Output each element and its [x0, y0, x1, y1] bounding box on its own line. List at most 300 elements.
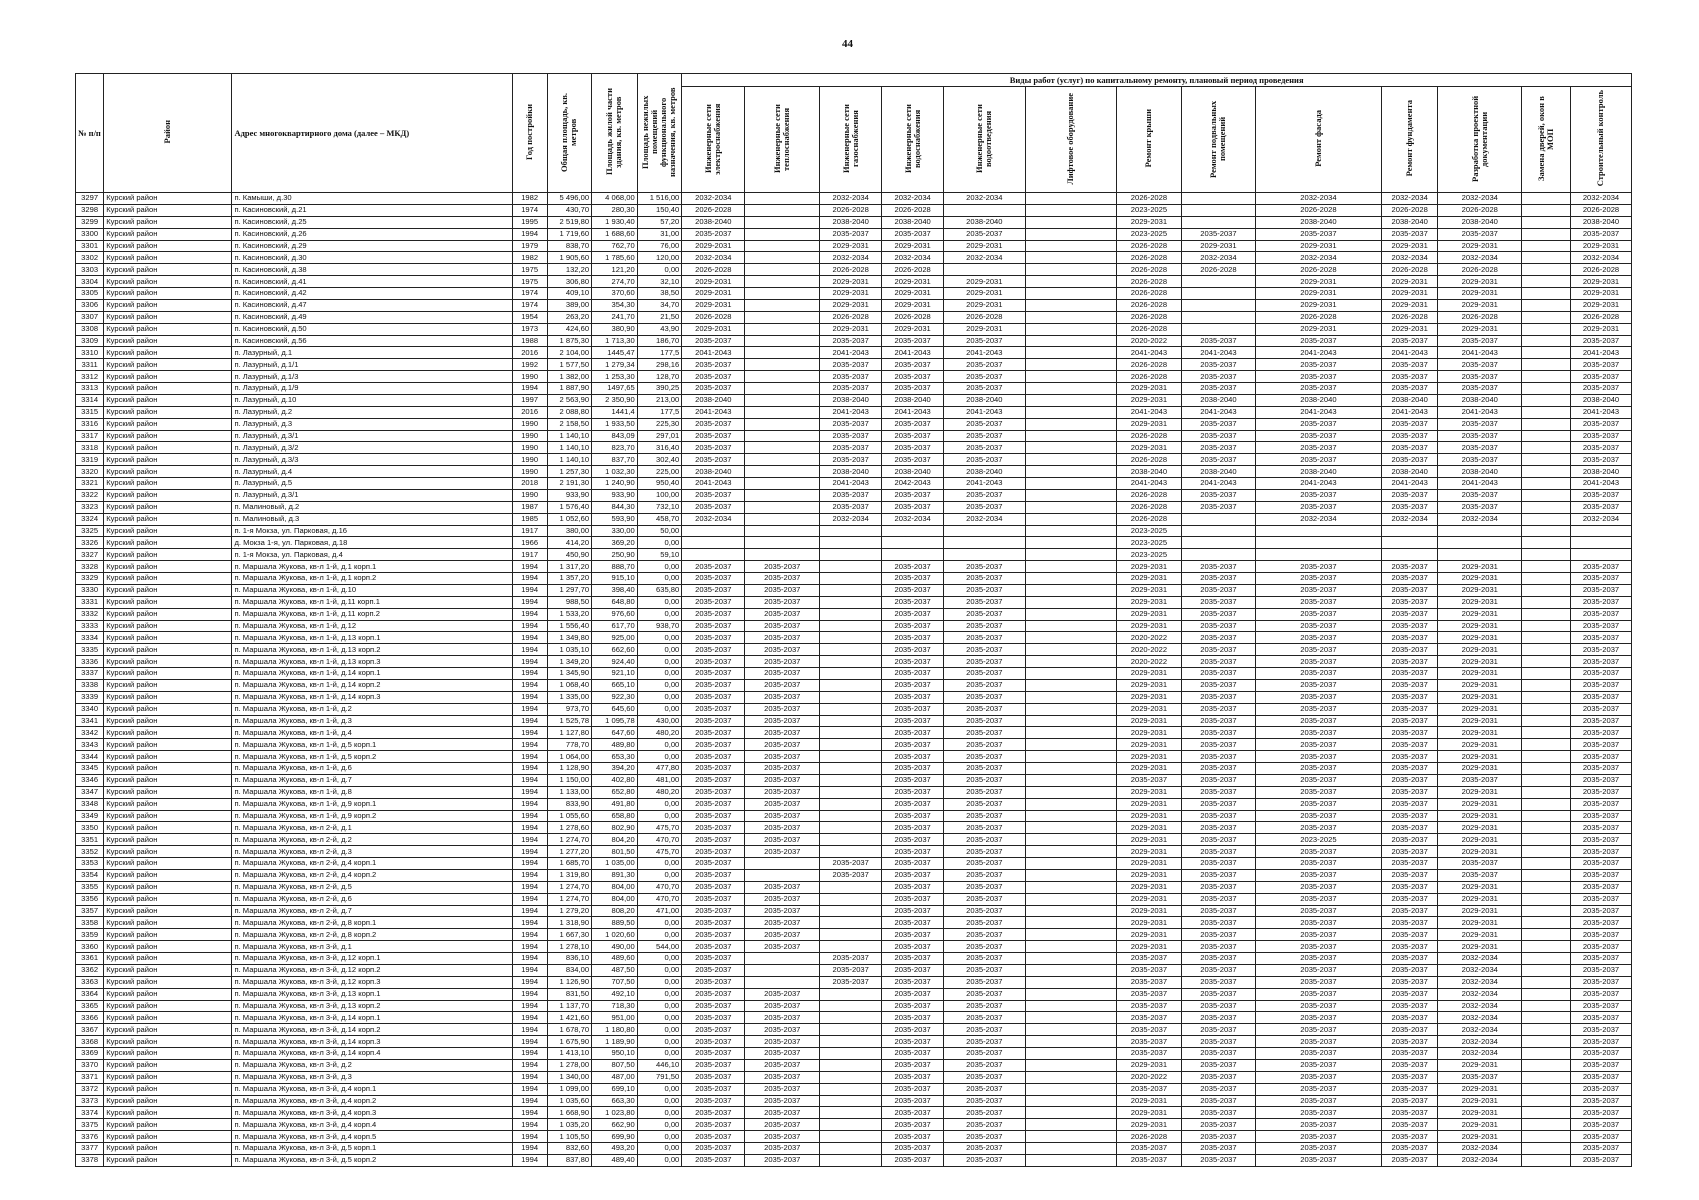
- cell-facade: 2035-2037: [1255, 573, 1381, 585]
- cell-roof: 2029-2031: [1116, 608, 1181, 620]
- cell-basement: 2035-2037: [1182, 573, 1256, 585]
- cell-basement: 2038-2040: [1182, 394, 1256, 406]
- cell-roof: 2023-2025: [1116, 525, 1181, 537]
- cell-total-area: 1 126,90: [547, 976, 592, 988]
- cell-address: п. Маршала Жукова, кв-л 3-й, д.12 корп.2: [232, 964, 512, 976]
- cell-water: 2035-2037: [882, 644, 944, 656]
- cell-heat: 2035-2037: [745, 739, 820, 751]
- cell-foundation: 2035-2037: [1381, 1012, 1438, 1024]
- cell-gas: 2029-2031: [820, 240, 882, 252]
- cell-no: 3350: [76, 822, 104, 834]
- cell-water: 2042-2043: [882, 478, 944, 490]
- cell-total-area: 1 274,70: [547, 834, 592, 846]
- cell-electro: 2035-2037: [682, 929, 745, 941]
- cell-basement: [1182, 216, 1256, 228]
- cell-heat: 2035-2037: [745, 1071, 820, 1083]
- table-row: [76, 941, 1632, 953]
- cell-year: 1994: [512, 976, 547, 988]
- cell-doors: [1522, 204, 1571, 216]
- cell-lift: [1025, 549, 1116, 561]
- cell-design: [1438, 525, 1522, 537]
- cell-doors: [1522, 703, 1571, 715]
- cell-drain: 2035-2037: [944, 941, 1025, 953]
- cell-facade: 2035-2037: [1255, 1024, 1381, 1036]
- cell-no: 3349: [76, 810, 104, 822]
- cell-no: 3334: [76, 632, 104, 644]
- cell-no: 3346: [76, 774, 104, 786]
- cell-nonres-area: 0,00: [637, 751, 682, 763]
- cell-doors: [1522, 347, 1571, 359]
- cell-roof: 2029-2031: [1116, 810, 1181, 822]
- cell-drain: 2035-2037: [944, 228, 1025, 240]
- cell-total-area: 832,60: [547, 1143, 592, 1155]
- cell-living-area: 354,30: [592, 299, 638, 311]
- table-row: [76, 1024, 1632, 1036]
- cell-heat: [745, 252, 820, 264]
- cell-gas: [820, 668, 882, 680]
- cell-foundation: 2035-2037: [1381, 620, 1438, 632]
- cell-roof: 2029-2031: [1116, 786, 1181, 798]
- cell-foundation: 2035-2037: [1381, 668, 1438, 680]
- cell-year: 2018: [512, 478, 547, 490]
- cell-foundation: 2041-2043: [1381, 406, 1438, 418]
- cell-district: Курский район: [104, 656, 232, 668]
- cell-electro: 2035-2037: [682, 501, 745, 513]
- cell-drain: 2035-2037: [944, 644, 1025, 656]
- cell-gas: 2035-2037: [820, 442, 882, 454]
- cell-district: Курский район: [104, 822, 232, 834]
- cell-total-area: 1 035,20: [547, 1119, 592, 1131]
- cell-district: Курский район: [104, 1059, 232, 1071]
- cell-control: 2035-2037: [1570, 1083, 1631, 1095]
- table-row: [76, 822, 1632, 834]
- cell-water: 2035-2037: [882, 763, 944, 775]
- cell-year: 1994: [512, 881, 547, 893]
- cell-address: п. Маршала Жукова, кв-л 3-й, д.4 корп.1: [232, 1083, 512, 1095]
- cell-district: Курский район: [104, 596, 232, 608]
- cell-design: [1438, 537, 1522, 549]
- cell-total-area: 1 274,70: [547, 881, 592, 893]
- cell-total-area: 1 887,90: [547, 383, 592, 395]
- cell-design: 2032-2034: [1438, 1024, 1522, 1036]
- cell-living-area: 662,90: [592, 1119, 638, 1131]
- cell-foundation: 2035-2037: [1381, 1059, 1438, 1071]
- cell-basement: 2035-2037: [1182, 1012, 1256, 1024]
- cell-district: Курский район: [104, 478, 232, 490]
- cell-heat: 2035-2037: [745, 608, 820, 620]
- cell-year: 1974: [512, 288, 547, 300]
- cell-heat: [745, 964, 820, 976]
- cell-heat: [745, 240, 820, 252]
- cell-facade: 2035-2037: [1255, 715, 1381, 727]
- cell-basement: 2035-2037: [1182, 988, 1256, 1000]
- cell-roof: 2026-2028: [1116, 264, 1181, 276]
- cell-design: 2029-2031: [1438, 941, 1522, 953]
- cell-nonres-area: 0,00: [637, 264, 682, 276]
- cell-water: [882, 525, 944, 537]
- cell-nonres-area: 0,00: [637, 953, 682, 965]
- cell-control: 2035-2037: [1570, 1131, 1631, 1143]
- cell-electro: 2041-2043: [682, 406, 745, 418]
- cell-foundation: 2029-2031: [1381, 240, 1438, 252]
- table-row: [76, 905, 1632, 917]
- cell-electro: 2035-2037: [682, 881, 745, 893]
- cell-gas: 2035-2037: [820, 501, 882, 513]
- cell-facade: 2035-2037: [1255, 964, 1381, 976]
- cell-nonres-area: 480,20: [637, 786, 682, 798]
- cell-electro: 2035-2037: [682, 905, 745, 917]
- cell-control: 2035-2037: [1570, 763, 1631, 775]
- cell-lift: [1025, 442, 1116, 454]
- cell-no: 3314: [76, 394, 104, 406]
- cell-control: 2035-2037: [1570, 786, 1631, 798]
- cell-no: 3373: [76, 1095, 104, 1107]
- cell-doors: [1522, 1143, 1571, 1155]
- cell-heat: [745, 193, 820, 205]
- cell-address: п. Маршала Жукова, кв-л 1-й, д.14 корп.1: [232, 668, 512, 680]
- cell-drain: 2041-2043: [944, 478, 1025, 490]
- cell-nonres-area: 0,00: [637, 668, 682, 680]
- cell-foundation: 2035-2037: [1381, 1071, 1438, 1083]
- cell-total-area: 1 349,20: [547, 656, 592, 668]
- cell-drain: 2029-2031: [944, 288, 1025, 300]
- cell-basement: 2035-2037: [1182, 1024, 1256, 1036]
- cell-electro: 2035-2037: [682, 679, 745, 691]
- cell-control: 2035-2037: [1570, 335, 1631, 347]
- table-row: [76, 1154, 1632, 1166]
- cell-gas: [820, 893, 882, 905]
- header-gas: Инженерные сети газоснабжения: [820, 87, 882, 193]
- cell-year: 1994: [512, 905, 547, 917]
- cell-gas: [820, 905, 882, 917]
- cell-basement: 2029-2031: [1182, 240, 1256, 252]
- cell-gas: [820, 703, 882, 715]
- cell-lift: [1025, 988, 1116, 1000]
- cell-basement: 2035-2037: [1182, 371, 1256, 383]
- cell-total-area: 2 563,90: [547, 394, 592, 406]
- cell-heat: 2035-2037: [745, 917, 820, 929]
- cell-control: 2035-2037: [1570, 359, 1631, 371]
- cell-no: 3305: [76, 288, 104, 300]
- cell-total-area: 380,00: [547, 525, 592, 537]
- cell-lift: [1025, 1107, 1116, 1119]
- cell-facade: 2035-2037: [1255, 359, 1381, 371]
- cell-basement: 2035-2037: [1182, 751, 1256, 763]
- capital-repair-table: [75, 73, 1632, 1167]
- cell-control: 2035-2037: [1570, 656, 1631, 668]
- cell-district: Курский район: [104, 1131, 232, 1143]
- cell-foundation: 2035-2037: [1381, 881, 1438, 893]
- cell-no: 3345: [76, 763, 104, 775]
- cell-facade: 2035-2037: [1255, 786, 1381, 798]
- cell-electro: 2035-2037: [682, 964, 745, 976]
- cell-lift: [1025, 1095, 1116, 1107]
- cell-address: п. Касиновский, д.26: [232, 228, 512, 240]
- cell-design: 2029-2031: [1438, 786, 1522, 798]
- cell-living-area: 663,30: [592, 1095, 638, 1107]
- cell-living-area: 490,00: [592, 941, 638, 953]
- table-row: [76, 216, 1632, 228]
- cell-address: п. Лазурный, д.1/9: [232, 383, 512, 395]
- cell-no: 3342: [76, 727, 104, 739]
- cell-water: 2035-2037: [882, 691, 944, 703]
- cell-living-area: 1 930,40: [592, 216, 638, 228]
- cell-total-area: 837,80: [547, 1154, 592, 1166]
- cell-nonres-area: 0,00: [637, 573, 682, 585]
- cell-doors: [1522, 620, 1571, 632]
- cell-design: 2035-2037: [1438, 442, 1522, 454]
- cell-heat: 2035-2037: [745, 596, 820, 608]
- cell-gas: 2029-2031: [820, 323, 882, 335]
- cell-electro: 2035-2037: [682, 727, 745, 739]
- cell-living-area: 707,50: [592, 976, 638, 988]
- cell-drain: 2029-2031: [944, 323, 1025, 335]
- cell-year: 1994: [512, 1024, 547, 1036]
- cell-heat: [745, 858, 820, 870]
- cell-control: 2035-2037: [1570, 739, 1631, 751]
- cell-foundation: 2035-2037: [1381, 584, 1438, 596]
- cell-nonres-area: 186,70: [637, 335, 682, 347]
- cell-facade: 2035-2037: [1255, 1059, 1381, 1071]
- cell-water: 2035-2037: [882, 905, 944, 917]
- cell-basement: 2035-2037: [1182, 846, 1256, 858]
- cell-electro: 2035-2037: [682, 454, 745, 466]
- cell-address: п. Касиновский, д.25: [232, 216, 512, 228]
- cell-total-area: 1 382,00: [547, 371, 592, 383]
- cell-facade: 2035-2037: [1255, 703, 1381, 715]
- cell-gas: [820, 573, 882, 585]
- cell-district: Курский район: [104, 751, 232, 763]
- cell-heat: [745, 869, 820, 881]
- cell-living-area: 121,20: [592, 264, 638, 276]
- header-heat: Инженерные сети теплоснабжения: [745, 87, 820, 193]
- cell-water: 2035-2037: [882, 1024, 944, 1036]
- table-row: [76, 715, 1632, 727]
- cell-roof: 2026-2028: [1116, 501, 1181, 513]
- cell-year: 2016: [512, 347, 547, 359]
- cell-gas: 2041-2043: [820, 347, 882, 359]
- cell-living-area: 1 020,60: [592, 929, 638, 941]
- cell-basement: 2041-2043: [1182, 347, 1256, 359]
- cell-district: Курский район: [104, 1071, 232, 1083]
- cell-design: 2032-2034: [1438, 964, 1522, 976]
- cell-water: 2035-2037: [882, 656, 944, 668]
- cell-doors: [1522, 193, 1571, 205]
- cell-total-area: 1 035,10: [547, 644, 592, 656]
- cell-year: 1994: [512, 869, 547, 881]
- cell-facade: 2026-2028: [1255, 311, 1381, 323]
- cell-control: 2035-2037: [1570, 418, 1631, 430]
- cell-doors: [1522, 596, 1571, 608]
- cell-no: 3329: [76, 573, 104, 585]
- cell-living-area: 807,50: [592, 1059, 638, 1071]
- table-row: [76, 668, 1632, 680]
- cell-lift: [1025, 679, 1116, 691]
- cell-total-area: 1 035,60: [547, 1095, 592, 1107]
- cell-gas: [820, 1012, 882, 1024]
- cell-nonres-area: 0,00: [637, 858, 682, 870]
- cell-address: п. Касиновский, д.21: [232, 204, 512, 216]
- cell-doors: [1522, 964, 1571, 976]
- cell-water: 2035-2037: [882, 489, 944, 501]
- cell-drain: 2035-2037: [944, 1131, 1025, 1143]
- cell-heat: 2035-2037: [745, 703, 820, 715]
- cell-facade: 2035-2037: [1255, 1071, 1381, 1083]
- cell-facade: 2032-2034: [1255, 513, 1381, 525]
- cell-address: п. 1-я Мокза, ул. Парковая, д.16: [232, 525, 512, 537]
- cell-facade: 2035-2037: [1255, 941, 1381, 953]
- cell-district: Курский район: [104, 549, 232, 561]
- cell-roof: 2035-2037: [1116, 1083, 1181, 1095]
- cell-living-area: 2 350,90: [592, 394, 638, 406]
- cell-total-area: 1 875,30: [547, 335, 592, 347]
- cell-living-area: 844,30: [592, 501, 638, 513]
- cell-heat: [745, 525, 820, 537]
- cell-nonres-area: 31,00: [637, 228, 682, 240]
- cell-roof: 2020-2022: [1116, 656, 1181, 668]
- cell-nonres-area: 732,10: [637, 501, 682, 513]
- cell-no: 3323: [76, 501, 104, 513]
- cell-gas: 2035-2037: [820, 489, 882, 501]
- cell-district: Курский район: [104, 489, 232, 501]
- cell-doors: [1522, 869, 1571, 881]
- cell-roof: 2029-2031: [1116, 727, 1181, 739]
- cell-heat: [745, 204, 820, 216]
- cell-drain: 2035-2037: [944, 917, 1025, 929]
- cell-foundation: 2035-2037: [1381, 751, 1438, 763]
- cell-nonres-area: 0,00: [637, 561, 682, 573]
- cell-district: Курский район: [104, 1000, 232, 1012]
- cell-total-area: 430,70: [547, 204, 592, 216]
- cell-total-area: 1 421,60: [547, 1012, 592, 1024]
- cell-address: п. Маршала Жукова, кв-л 3-й, д.3: [232, 1071, 512, 1083]
- cell-heat: 2035-2037: [745, 810, 820, 822]
- cell-heat: [745, 537, 820, 549]
- cell-design: 2029-2031: [1438, 834, 1522, 846]
- cell-drain: 2026-2028: [944, 311, 1025, 323]
- cell-facade: [1255, 537, 1381, 549]
- cell-electro: 2035-2037: [682, 751, 745, 763]
- cell-water: 2029-2031: [882, 299, 944, 311]
- cell-district: Курский район: [104, 454, 232, 466]
- table-row: [76, 418, 1632, 430]
- cell-design: 2029-2031: [1438, 299, 1522, 311]
- cell-doors: [1522, 1119, 1571, 1131]
- cell-basement: 2035-2037: [1182, 1143, 1256, 1155]
- cell-address: п. Маршала Жукова, кв-л 3-й, д.5 корп.2: [232, 1154, 512, 1166]
- cell-basement: 2035-2037: [1182, 668, 1256, 680]
- cell-roof: 2029-2031: [1116, 561, 1181, 573]
- cell-design: 2029-2031: [1438, 620, 1522, 632]
- cell-no: 3337: [76, 668, 104, 680]
- cell-lift: [1025, 953, 1116, 965]
- cell-gas: [820, 881, 882, 893]
- cell-district: Курский район: [104, 715, 232, 727]
- cell-living-area: 1 189,90: [592, 1036, 638, 1048]
- cell-heat: 2035-2037: [745, 1036, 820, 1048]
- cell-address: п. Маршала Жукова, кв-л 2-й, д.4 корп.1: [232, 858, 512, 870]
- cell-foundation: 2035-2037: [1381, 383, 1438, 395]
- cell-year: 1994: [512, 1071, 547, 1083]
- cell-basement: 2035-2037: [1182, 335, 1256, 347]
- cell-living-area: 491,80: [592, 798, 638, 810]
- cell-electro: 2032-2034: [682, 513, 745, 525]
- cell-gas: [820, 727, 882, 739]
- cell-foundation: [1381, 549, 1438, 561]
- cell-lift: [1025, 786, 1116, 798]
- cell-drain: 2035-2037: [944, 739, 1025, 751]
- cell-drain: 2035-2037: [944, 976, 1025, 988]
- cell-doors: [1522, 798, 1571, 810]
- cell-district: Курский район: [104, 264, 232, 276]
- cell-lift: [1025, 1048, 1116, 1060]
- cell-year: 1994: [512, 988, 547, 1000]
- cell-design: 2029-2031: [1438, 608, 1522, 620]
- cell-roof: 2029-2031: [1116, 216, 1181, 228]
- cell-electro: 2035-2037: [682, 822, 745, 834]
- cell-control: 2035-2037: [1570, 976, 1631, 988]
- cell-design: 2035-2037: [1438, 383, 1522, 395]
- cell-lift: [1025, 1143, 1116, 1155]
- cell-foundation: 2035-2037: [1381, 1024, 1438, 1036]
- header-roof: Ремонт крыши: [1116, 87, 1181, 193]
- cell-no: 3299: [76, 216, 104, 228]
- cell-electro: 2035-2037: [682, 869, 745, 881]
- cell-foundation: 2026-2028: [1381, 264, 1438, 276]
- cell-doors: [1522, 489, 1571, 501]
- cell-no: 3356: [76, 893, 104, 905]
- cell-nonres-area: 32,10: [637, 276, 682, 288]
- cell-total-area: 1 277,20: [547, 846, 592, 858]
- cell-living-area: 330,00: [592, 525, 638, 537]
- cell-total-area: 1 685,70: [547, 858, 592, 870]
- cell-no: 3371: [76, 1071, 104, 1083]
- cell-control: 2035-2037: [1570, 228, 1631, 240]
- cell-facade: 2035-2037: [1255, 430, 1381, 442]
- cell-total-area: 1 317,20: [547, 561, 592, 573]
- cell-electro: 2035-2037: [682, 763, 745, 775]
- table-row: [76, 442, 1632, 454]
- cell-design: 2035-2037: [1438, 371, 1522, 383]
- cell-total-area: 1 675,90: [547, 1036, 592, 1048]
- cell-lift: [1025, 359, 1116, 371]
- cell-district: Курский район: [104, 335, 232, 347]
- cell-lift: [1025, 1059, 1116, 1071]
- cell-living-area: 889,50: [592, 917, 638, 929]
- cell-roof: 2026-2028: [1116, 323, 1181, 335]
- cell-year: 1994: [512, 1119, 547, 1131]
- cell-foundation: 2035-2037: [1381, 1083, 1438, 1095]
- cell-total-area: 2 088,80: [547, 406, 592, 418]
- cell-year: 1982: [512, 252, 547, 264]
- cell-address: п. Лазурный, д.5: [232, 478, 512, 490]
- cell-lift: [1025, 240, 1116, 252]
- cell-drain: 2035-2037: [944, 679, 1025, 691]
- cell-basement: 2035-2037: [1182, 774, 1256, 786]
- cell-lift: [1025, 964, 1116, 976]
- cell-gas: [820, 929, 882, 941]
- cell-design: 2035-2037: [1438, 418, 1522, 430]
- table-row: [76, 608, 1632, 620]
- cell-lift: [1025, 371, 1116, 383]
- cell-district: Курский район: [104, 917, 232, 929]
- cell-year: 1992: [512, 359, 547, 371]
- cell-living-area: 1441,4: [592, 406, 638, 418]
- cell-foundation: 2035-2037: [1381, 1119, 1438, 1131]
- cell-water: 2032-2034: [882, 252, 944, 264]
- cell-living-area: 489,80: [592, 739, 638, 751]
- table-row: [76, 620, 1632, 632]
